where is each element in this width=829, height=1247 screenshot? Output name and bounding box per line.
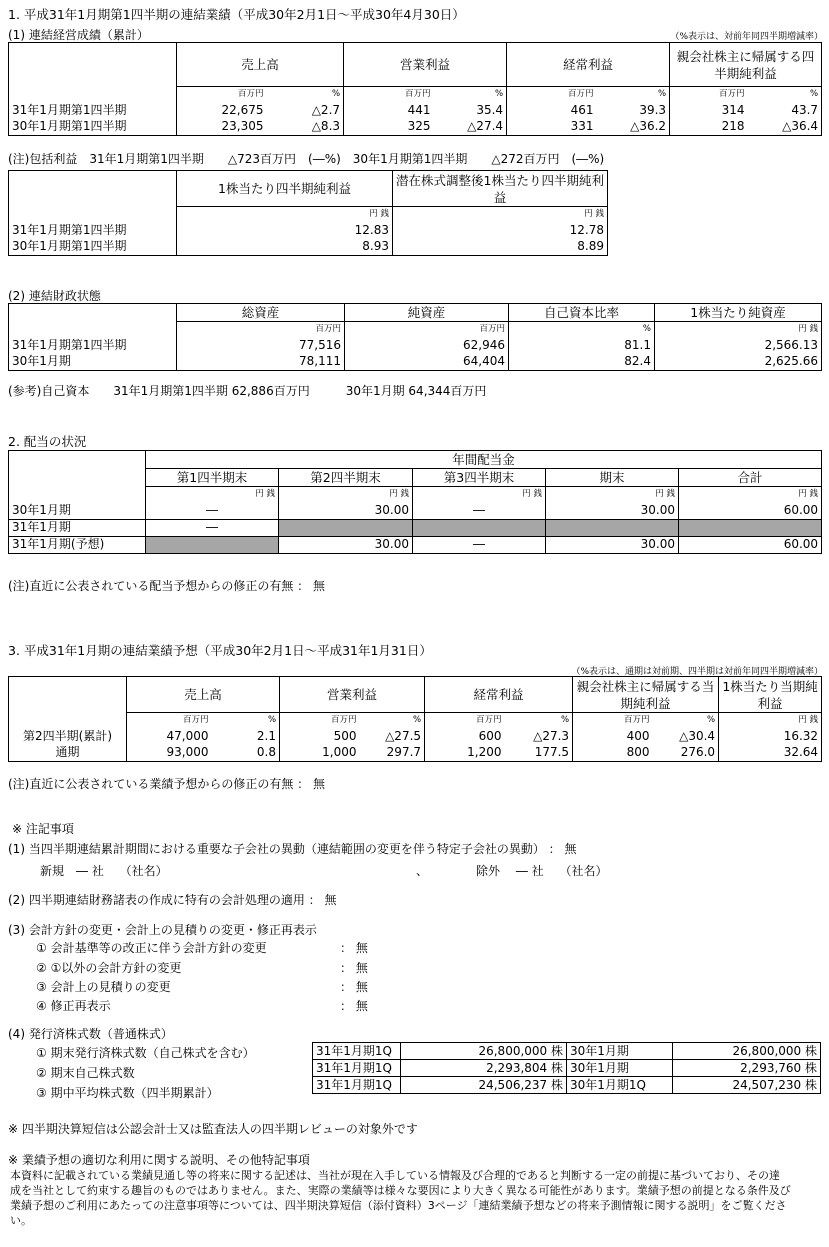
section1-title: 1. 平成31年1月期第1四半期の連結業績（平成30年2月1日～平成30年4月30日）	[8, 7, 465, 22]
policy-item-label: ② ①以外の会計方針の変更	[36, 961, 182, 975]
header-total: 合計	[679, 469, 822, 487]
row-label: 30年1月期	[9, 354, 177, 371]
new-subsidiary: 新規 ― 社 （社名）	[40, 864, 168, 878]
value-cell: 461	[507, 103, 597, 119]
unit-label-cell	[9, 322, 177, 338]
corner-cell	[9, 451, 146, 469]
value-cell: 2,625.66	[655, 354, 822, 371]
value-cell: 82.4	[509, 354, 655, 371]
value-cell: 177.5	[505, 745, 573, 762]
value-cell: △30.4	[653, 729, 719, 745]
explanation-title: ※ 業績予想の適切な利用に関する説明、その他特記事項	[8, 1153, 310, 1167]
value-cell: 39.3	[597, 103, 670, 119]
comprehensive-income-note: (注)包括利益 31年1月期第1四半期 △723百万円 (―%) 30年1月期第1四半期 △272百万円 (―%)	[8, 152, 605, 166]
unit: 円 銭	[413, 487, 546, 503]
value-cell: 43.7	[748, 103, 822, 119]
unit: %	[212, 713, 280, 729]
value-cell: △2.7	[267, 103, 344, 119]
header-ordinary-income: 経常利益	[425, 677, 573, 713]
shares-heading: (4) 発行済株式数（普通株式）	[8, 1027, 173, 1041]
unit: 百万円	[573, 713, 653, 729]
shaded-cell	[279, 519, 413, 536]
shaded-cell	[146, 536, 279, 553]
header-total-assets: 総資産	[177, 304, 345, 322]
table-row	[9, 519, 822, 536]
unit: %	[505, 713, 573, 729]
row-label: 31年1月期第1四半期	[9, 338, 177, 354]
row-label: 31年1月期	[9, 519, 146, 536]
unit: 百万円	[344, 87, 434, 103]
explanation-line: 本資料に記載されている業績見通し等の将来に関する記述は、当社が現在入手している情報及び合理的であると判断する一定の前提に基づいており、その達	[10, 1169, 780, 1182]
value-cell: 1,200	[425, 745, 505, 762]
corner-cell	[9, 469, 146, 487]
unit: %	[653, 713, 719, 729]
unit: 百万円	[345, 322, 509, 338]
shaded-cell	[413, 519, 546, 536]
accounting-policy-heading: (3) 会計方針の変更・会計上の見積りの変更・修正再表示	[8, 923, 317, 937]
header-net-income: 親会社株主に帰属する当期純利益	[573, 677, 719, 713]
unit: %	[509, 322, 655, 338]
shares-label: ③ 期中平均株式数（四半期累計）	[36, 1086, 219, 1100]
value-cell: 12.83	[177, 223, 393, 239]
value-cell: 93,000	[127, 745, 212, 762]
row-label: 30年1月期	[9, 503, 146, 520]
table-row	[9, 223, 608, 239]
financial-position-heading: (2) 連結財政状態	[8, 289, 101, 303]
policy-item-label: ④ 修正再表示	[36, 999, 111, 1013]
corner-cell	[9, 43, 177, 87]
value-cell: 30.00	[279, 536, 413, 553]
value-cell: ―	[146, 519, 279, 536]
value-cell: 8.89	[393, 239, 608, 256]
value-cell: 297.7	[360, 745, 425, 762]
forecast-title: 3. 平成31年1月期の連結業績予想（平成30年2月1日～平成31年1月31日）	[8, 643, 432, 658]
policy-item-value: ： 無	[340, 961, 368, 975]
value-cell: 24,506,237 株	[401, 1077, 567, 1094]
unit: 百万円	[425, 713, 505, 729]
explanation-body	[10, 1168, 822, 1228]
forecast-revision-note: (注)直近に公表されている業績予想からの修正の有無 ： 無	[8, 777, 325, 791]
subsidiary-change-note: (1) 当四半期連結累計期間における重要な子会社の異動（連結範囲の変更を伴う特定子会社の異動） ： 無	[8, 842, 577, 856]
forecast-table	[8, 676, 822, 762]
value-cell: 30.00	[546, 536, 679, 553]
value-cell: 30.00	[546, 503, 679, 520]
value-cell: 24,507,230 株	[673, 1077, 821, 1094]
value-cell: 16.32	[719, 729, 822, 745]
unit: 円 銭	[655, 322, 822, 338]
header-year-end: 期末	[546, 469, 679, 487]
unit: 百万円	[280, 713, 360, 729]
value-cell: 47,000	[127, 729, 212, 745]
header-eps: 1株当たり当期純利益	[719, 677, 822, 713]
unit: 百万円	[507, 87, 597, 103]
table-row	[313, 1043, 821, 1060]
row-label: 31年1月期第1四半期	[9, 103, 177, 119]
corner-cell	[9, 171, 177, 207]
table-row	[9, 239, 608, 256]
unit: 百万円	[177, 87, 267, 103]
value-cell: 26,800,000 株	[401, 1043, 567, 1060]
period-cell: 31年1月期1Q	[313, 1077, 401, 1094]
value-cell: △27.5	[360, 729, 425, 745]
value-cell: 30.00	[279, 503, 413, 520]
value-cell: 60.00	[679, 536, 822, 553]
percent-note: （%表示は、対前年同四半期増減率）	[670, 32, 823, 42]
period-cell: 30年1月期	[567, 1043, 673, 1060]
value-cell: 218	[670, 119, 748, 136]
unit: 百万円	[670, 87, 748, 103]
value-cell: 22,675	[177, 103, 267, 119]
unit: 円 銭	[679, 487, 822, 503]
unit: %	[748, 87, 822, 103]
unit: 円 銭	[546, 487, 679, 503]
header-q1-end: 第1四半期末	[146, 469, 279, 487]
header-net-income: 親会社株主に帰属する四半期純利益	[670, 43, 822, 87]
period-cell: 31年1月期1Q	[313, 1043, 401, 1060]
table-row	[9, 354, 822, 371]
separator-comma: 、	[416, 864, 429, 878]
value-cell: 441	[344, 103, 434, 119]
value-cell: 60.00	[679, 503, 822, 520]
explanation-line: い。	[10, 1214, 32, 1227]
table-row	[9, 103, 822, 119]
row-label: 通期	[9, 745, 127, 762]
header-bps: 1株当たり純資産	[655, 304, 822, 322]
period-cell: 31年1月期1Q	[313, 1060, 401, 1077]
row-label: 31年1月期(予想)	[9, 536, 146, 553]
value-cell: △27.3	[505, 729, 573, 745]
value-cell: 325	[344, 119, 434, 136]
header-net-assets: 純資産	[345, 304, 509, 322]
unit: 円 銭	[393, 207, 608, 223]
explanation-line: 業績予想のご利用にあたっての注意事項等については、四半期決算短信（添付資料）3ページ「連結業績予想などの将来予測情報に関する説明」をご覧くださ	[10, 1199, 787, 1212]
value-cell: 600	[425, 729, 505, 745]
unit: %	[434, 87, 507, 103]
unit: %	[267, 87, 344, 103]
value-cell: △36.4	[748, 119, 822, 136]
explanation-line: 成を当社として約束する趣旨のものではありません。また、実際の業績等は様々な要因により大きく異なる可能性があります。業績予想の前提となる条件及び	[10, 1184, 791, 1197]
policy-item-value: ： 無	[340, 999, 368, 1013]
table-row	[9, 536, 822, 553]
value-cell: 35.4	[434, 103, 507, 119]
row-label: 31年1月期第1四半期	[9, 223, 177, 239]
dividends-table	[8, 450, 822, 554]
unit: 百万円	[127, 713, 212, 729]
special-accounting-note: (2) 四半期連結財務諸表の作成に特有の会計処理の適用 ： 無	[8, 893, 337, 907]
forecast-percent-note: （%表示は、通期は対前期、四半期は対前年同四半期増減率）	[571, 667, 823, 677]
unit-label-cell	[9, 713, 127, 729]
unit: 円 銭	[719, 713, 822, 729]
value-cell: 2,293,760 株	[673, 1060, 821, 1077]
header-q2-end: 第2四半期末	[279, 469, 413, 487]
unit-label-cell	[9, 207, 177, 223]
table-row	[313, 1077, 821, 1094]
period-cell: 30年1月期	[567, 1060, 673, 1077]
excluded-subsidiary: 除外 ― 社 （社名）	[476, 864, 608, 878]
table-row	[9, 503, 822, 520]
table-row	[9, 338, 822, 354]
header-sales: 売上高	[177, 43, 344, 87]
dividends-title: 2. 配当の状況	[8, 434, 87, 449]
unit: 円 銭	[177, 207, 393, 223]
shaded-cell	[679, 519, 822, 536]
value-cell: 23,305	[177, 119, 267, 136]
policy-item-label: ③ 会計上の見積りの変更	[36, 980, 171, 994]
notes-title: ※ 注記事項	[12, 822, 74, 836]
table-row	[9, 745, 822, 762]
value-cell: 64,404	[345, 354, 509, 371]
header-annual-dividend: 年間配当金	[146, 451, 822, 469]
value-cell: 8.93	[177, 239, 393, 256]
operating-results-heading: (1) 連結経営成績（累計）	[8, 28, 149, 42]
value-cell: 314	[670, 103, 748, 119]
header-operating-income: 営業利益	[280, 677, 425, 713]
value-cell: 26,800,000 株	[673, 1043, 821, 1060]
policy-item-label: ① 会計基準等の改正に伴う会計方針の変更	[36, 941, 267, 955]
value-cell: △8.3	[267, 119, 344, 136]
value-cell: 32.64	[719, 745, 822, 762]
header-ordinary-income: 経常利益	[507, 43, 670, 87]
unit: 円 銭	[279, 487, 413, 503]
review-note: ※ 四半期決算短信は公認会計士又は監査法人の四半期レビューの対象外です	[8, 1122, 418, 1136]
unit: %	[597, 87, 670, 103]
row-label: 30年1月期第1四半期	[9, 119, 177, 136]
header-q3-end: 第3四半期末	[413, 469, 546, 487]
value-cell: 12.78	[393, 223, 608, 239]
value-cell: 400	[573, 729, 653, 745]
shares-label: ② 期末自己株式数	[36, 1066, 135, 1080]
value-cell: 2.1	[212, 729, 280, 745]
table-row	[313, 1060, 821, 1077]
unit: 百万円	[177, 322, 345, 338]
header-diluted-eps: 潜在株式調整後1株当たり四半期純利益	[393, 171, 608, 207]
value-cell: 1,000	[280, 745, 360, 762]
value-cell: 81.1	[509, 338, 655, 354]
policy-item-value: ： 無	[340, 980, 368, 994]
financial-position-table	[8, 303, 822, 371]
value-cell: 500	[280, 729, 360, 745]
value-cell: △27.4	[434, 119, 507, 136]
shares-label: ① 期末発行済株式数（自己株式を含む）	[36, 1046, 255, 1060]
value-cell: △36.2	[597, 119, 670, 136]
dividend-revision-note: (注)直近に公表されている配当予想からの修正の有無 ： 無	[8, 579, 325, 593]
value-cell: 78,111	[177, 354, 345, 371]
value-cell: ―	[413, 503, 546, 520]
unit: 円 銭	[146, 487, 279, 503]
equity-reference-note: (参考)自己資本 31年1月期第1四半期 62,886百万円 30年1月期 64,344百万円	[8, 384, 487, 398]
value-cell: 800	[573, 745, 653, 762]
unit-label-cell	[9, 487, 146, 503]
value-cell: 276.0	[653, 745, 719, 762]
value-cell: 2,566.13	[655, 338, 822, 354]
shares-table	[312, 1042, 821, 1094]
eps-table	[8, 170, 608, 256]
header-sales: 売上高	[127, 677, 280, 713]
value-cell: ―	[146, 503, 279, 520]
table-row	[9, 119, 822, 136]
shaded-cell	[546, 519, 679, 536]
value-cell: 0.8	[212, 745, 280, 762]
header-operating-income: 営業利益	[344, 43, 507, 87]
policy-item-value: ： 無	[340, 941, 368, 955]
header-eps: 1株当たり四半期純利益	[177, 171, 393, 207]
table-row	[9, 729, 822, 745]
value-cell: ―	[413, 536, 546, 553]
unit: %	[360, 713, 425, 729]
value-cell: 331	[507, 119, 597, 136]
corner-cell	[9, 304, 177, 322]
operating-results-table	[8, 42, 822, 136]
value-cell: 62,946	[345, 338, 509, 354]
header-equity-ratio: 自己資本比率	[509, 304, 655, 322]
row-label: 第2四半期(累計)	[9, 729, 127, 745]
value-cell: 77,516	[177, 338, 345, 354]
row-label: 30年1月期第1四半期	[9, 239, 177, 256]
value-cell: 2,293,804 株	[401, 1060, 567, 1077]
period-cell: 30年1月期1Q	[567, 1077, 673, 1094]
corner-cell	[9, 677, 127, 713]
unit-label-cell	[9, 87, 177, 103]
